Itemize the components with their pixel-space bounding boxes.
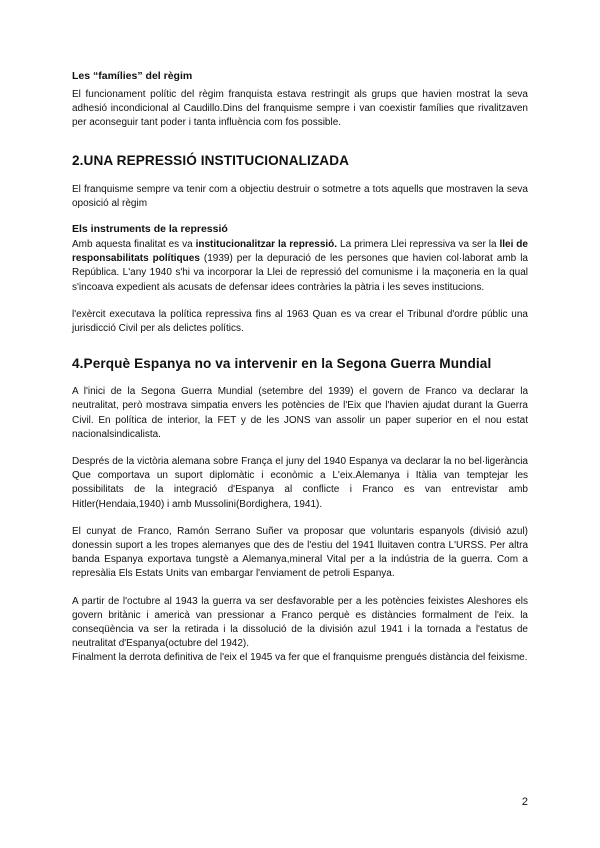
instruments-heading: Els instruments de la repressió	[72, 223, 228, 236]
section4-paragraph-3: El cunyat de Franco, Ramón Serrano Suñer va proposar que voluntaris espanyols (divisió azul) donessin suport a les tropes alemanyes que des de l'estiu del 1941 lluitaven contra L'URSS. Per altra banda Espanya exportava tungstè a Alemanya,mineral Vital per a la indústria de la guerra. Com a represàlia Els Estats Units van embargar l'enviament de petroli Espanya.	[72, 525, 528, 580]
section4-paragraph-4: A partir de l'octubre al 1943 la guerra va ser desfavorable per a les potències feixistes Aleshores els govern britànic i americà van pressionar a Franco perquè es distàncies formalment de l'eix. la conseqüència va ser la retirada i la dissolució de la división azul 1941 i la tornada a l'estatus de neutralitat d'Espanya(octubre del 1942).	[72, 595, 528, 650]
instruments-bold-2: llei de responsabilitats polítiques	[72, 239, 528, 265]
document-page	[72, 70, 528, 666]
instruments-text-2: La primera Llei repressiva va ser la	[337, 239, 500, 251]
families-heading: Les “famílies” del règim	[72, 70, 193, 82]
instruments-text-3: (1939) per la depuració de les persones que havien col·laborat amb la República. L'any 1940 s'hi va incorporar la Llei de repressió del comunisme i la maçoneria en la qual s'incoava expedient als acusats de defensar idees contràries la pàtria i les seves institucions.	[72, 253, 528, 293]
section2-title: 2.UNA REPRESSIÓ INSTITUCIONALIZADA	[72, 152, 350, 168]
section4-paragraph-1: A l'inici de la Segona Guerra Mundial (setembre del 1939) el govern de Franco va declarar la neutralitat, però mostrava simpatia envers les potències de l'Eix que l'havien ajudat durant la Guerra Civil. En política de interior, la FET y de les JONS van assolir un paper superior en el nou estat nacionalsindicalista.	[72, 386, 528, 440]
section4-title: 4.Perquè Espanya no va intervenir en la Segona Guerra Mundial	[72, 356, 492, 372]
section4-paragraph-5: Finalment la derrota definitiva de l'eix el 1945 va fer que el franquisme prengués distància del feixisme.	[72, 652, 528, 664]
page-number: 2	[521, 796, 528, 808]
instruments-bold-1: institucionalitzar la repressió.	[195, 239, 338, 251]
section2-intro: El franquisme sempre va tenir com a objectiu destruir o sotmetre a tots aquells que mostraven la seva oposició al règim	[72, 183, 528, 209]
instruments-paragraph	[72, 238, 528, 295]
section4-paragraph-2: Després de la victòria alemana sobre França el juny del 1940 Espanya va declarar la no bel·ligerància Que comportava un suport diplomàtic i econòmic a L'eix.Alemanya i Itàlia van temptejar les possibilitats de la integració d'Espanya al conflicte i Franco es van entrevistar amb Hitler(Hendaia,1940) i amb Mussolini(Bordighera, 1941).	[72, 456, 528, 510]
families-paragraph: El funcionament polític del règim franquista estava restringit als grups que havien mostrat la seva adhesió incondicional al Caudillo.Dins del franquisme sempre i van coexistir famílies que rivalitzaven per aconseguir tant poder i tanta influència com fos possible.	[72, 89, 528, 129]
tribunal-paragraph: l'exèrcit executava la política repressiva fins al 1963 Quan es va crear el Tribunal d'ordre públic una jurisdicció Civil per als delictes polítics.	[72, 308, 528, 335]
instruments-text-1: Amb aquesta finalitat es va	[72, 239, 196, 251]
